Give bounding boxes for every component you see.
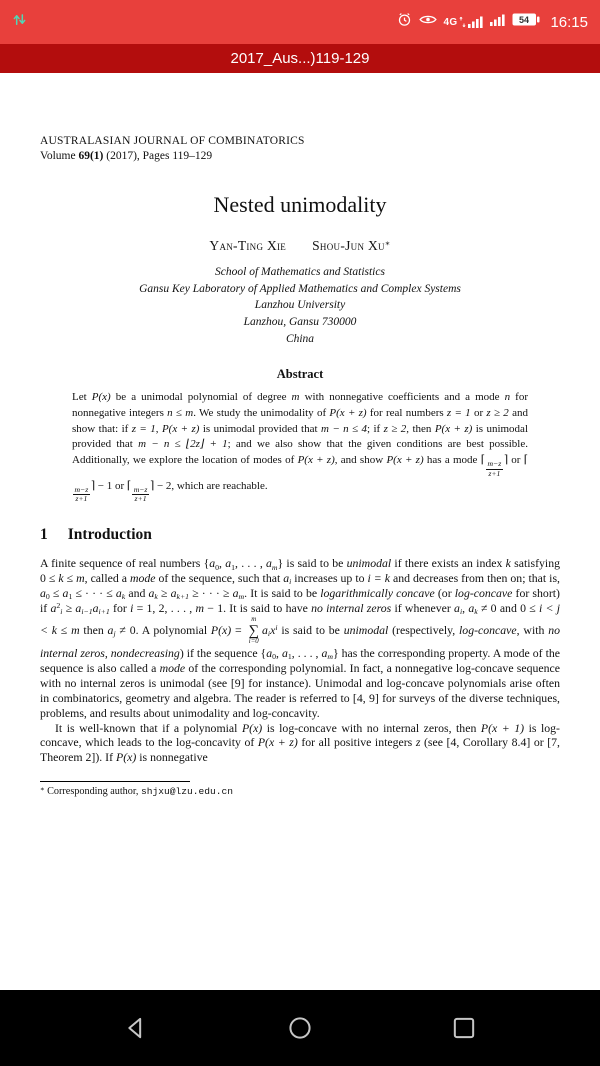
corresponding-author-mark: ∗ xyxy=(384,238,391,248)
journal-name: AUSTRALASIAN JOURNAL OF COMBINATORICS xyxy=(40,135,305,147)
volume-line xyxy=(40,150,560,162)
author-name: Yan-Ting Xie xyxy=(209,238,287,253)
title-bar xyxy=(0,44,600,73)
recents-button[interactable] xyxy=(446,1010,482,1046)
signal-bars-icon xyxy=(468,16,483,28)
document-title: 2017_Aus...)119-129 xyxy=(230,50,370,67)
updown-arrows-icon xyxy=(459,16,466,28)
home-icon xyxy=(285,1013,315,1043)
footnote-email: shjxu@lzu.edu.cn xyxy=(140,786,234,798)
affiliation-line: School of Mathematics and Statistics xyxy=(215,266,385,278)
footnote-rule xyxy=(40,781,190,782)
clock-time: 16:15 xyxy=(550,13,588,31)
section-heading xyxy=(40,526,560,544)
navigation-bar xyxy=(0,990,600,1066)
paper-title: Nested unimodality xyxy=(213,192,387,217)
section-number: 1 xyxy=(40,526,48,544)
volume-suffix: (2017), Pages 119–129 xyxy=(103,150,213,162)
recents-icon xyxy=(449,1013,479,1043)
eye-comfort-icon xyxy=(419,13,437,31)
home-button[interactable] xyxy=(282,1010,318,1046)
affiliation-block xyxy=(40,264,560,347)
pdf-page[interactable] xyxy=(0,73,600,990)
footnote-marker: ∗ xyxy=(40,786,45,794)
paragraph: It is well-known that if a polynomial P(x) is log-concave with no internal zeros, then P(x + 1) is log-concave, which leads to the log-concavity of P(x + z) for all positive integers z (see [4, Corollary 8.4] or [7, Theorem 2]). If P(x) is nonnegative xyxy=(40,720,561,765)
status-bar-right xyxy=(397,12,589,32)
volume-number: 69(1) xyxy=(78,150,104,162)
footnote-text: Corresponding author, xyxy=(44,786,141,798)
paragraph: A finite sequence of real numbers {$a_0$, $a_1$, . . . , $a_m$} is said to be unimodal if there exists an index k satisfying 0 ≤ k ≤ m, called a mode of the sequence, such that $a_i$ increases up to i = k and decreases from then on; that is, $a_0 \le a_1$ ≤ · · · ≤ $a_k$ and $a_k \ge a_{k+1}$ ≥ · · · ≥ $a_m$. It is said to be logarithmically concave (or log-concave for short) if $a^2_i \ge a_{i-1}a_{i+1}$ for i = 1, 2, . . . , m − 1. It is said to have no internal zeros if whenever $a_i$, $a_k \ne 0$ and 0 ≤ i < j < k ≤ m then $a_j \ne 0$. A polynomial P(x) = m ∑ i=0 $a_ix^i$ is said to be unimodal (respectively, log-concave, with no internal zeros, nondecreasing) if the sequence {$a_0$, $a_1$, . . . , $a_m$} has the corresponding property. A mode of the sequence is also called a mode of the corresponding polynomial. In fact, a nonnegative log-concave sequence with no internal zeros is unimodal (see [9] for instance). Unimodal and log-concave polynomials arise often in combinatorics, geometry and algebra. The reader is referred to [4, 9] for surveys of the diverse techniques, problems, and results about unimodality and log-concavity. xyxy=(40,556,561,720)
authors-line xyxy=(40,238,560,254)
author-name: Shou-Jun Xu xyxy=(312,238,385,253)
footnote xyxy=(40,786,560,797)
affiliation-line: Lanzhou University xyxy=(254,299,346,312)
affiliation-line: China xyxy=(285,332,315,345)
back-button[interactable] xyxy=(118,1010,154,1046)
status-bar xyxy=(0,0,600,44)
alarm-icon xyxy=(397,12,412,32)
data-arrows-icon xyxy=(12,12,27,32)
battery-icon xyxy=(512,13,540,31)
abstract-text: Let P(x) be a unimodal polynomial of degree m with nonnegative coefficients and a mode n for nonnegative integers n ≤ m. We study the unimodality of P(x + z) for real numbers z = 1 or z ≥ 2 and show that: if z = 1, P(x + z) is unimodal provided that m − n ≤ 4; if z ≥ 2, then P(x + z) is unimodal provided that m − n ≤ ⌊2z⌋ + 1; and we also show that the given conditions are best possible. Additionally, we explore the location of modes of P(x + z), and show P(x + z) has a mode ⌈ $\frac{m-z}{z+1}$ ⌉ or ⌈ $\frac{m-z}{z+1}$ ⌉ − 1 or ⌈ $\frac{m-z}{z+1}$ ⌉ − 2, which are reachable. xyxy=(72,391,529,504)
battery-level: 54 xyxy=(519,15,530,25)
sim1-indicator xyxy=(444,16,484,28)
section-title: Introduction xyxy=(67,526,152,544)
back-icon xyxy=(121,1013,151,1043)
abstract-heading: Abstract xyxy=(276,367,324,382)
sim2-signal-bars-icon xyxy=(490,13,505,31)
network-4g-label: 4G xyxy=(443,16,458,28)
affiliation-line: Lanzhou, Gansu 730000 xyxy=(243,316,357,329)
affiliation-line: Gansu Key Laboratory of Applied Mathematics and Complex Systems xyxy=(139,282,461,295)
volume-prefix: Volume xyxy=(40,150,79,162)
